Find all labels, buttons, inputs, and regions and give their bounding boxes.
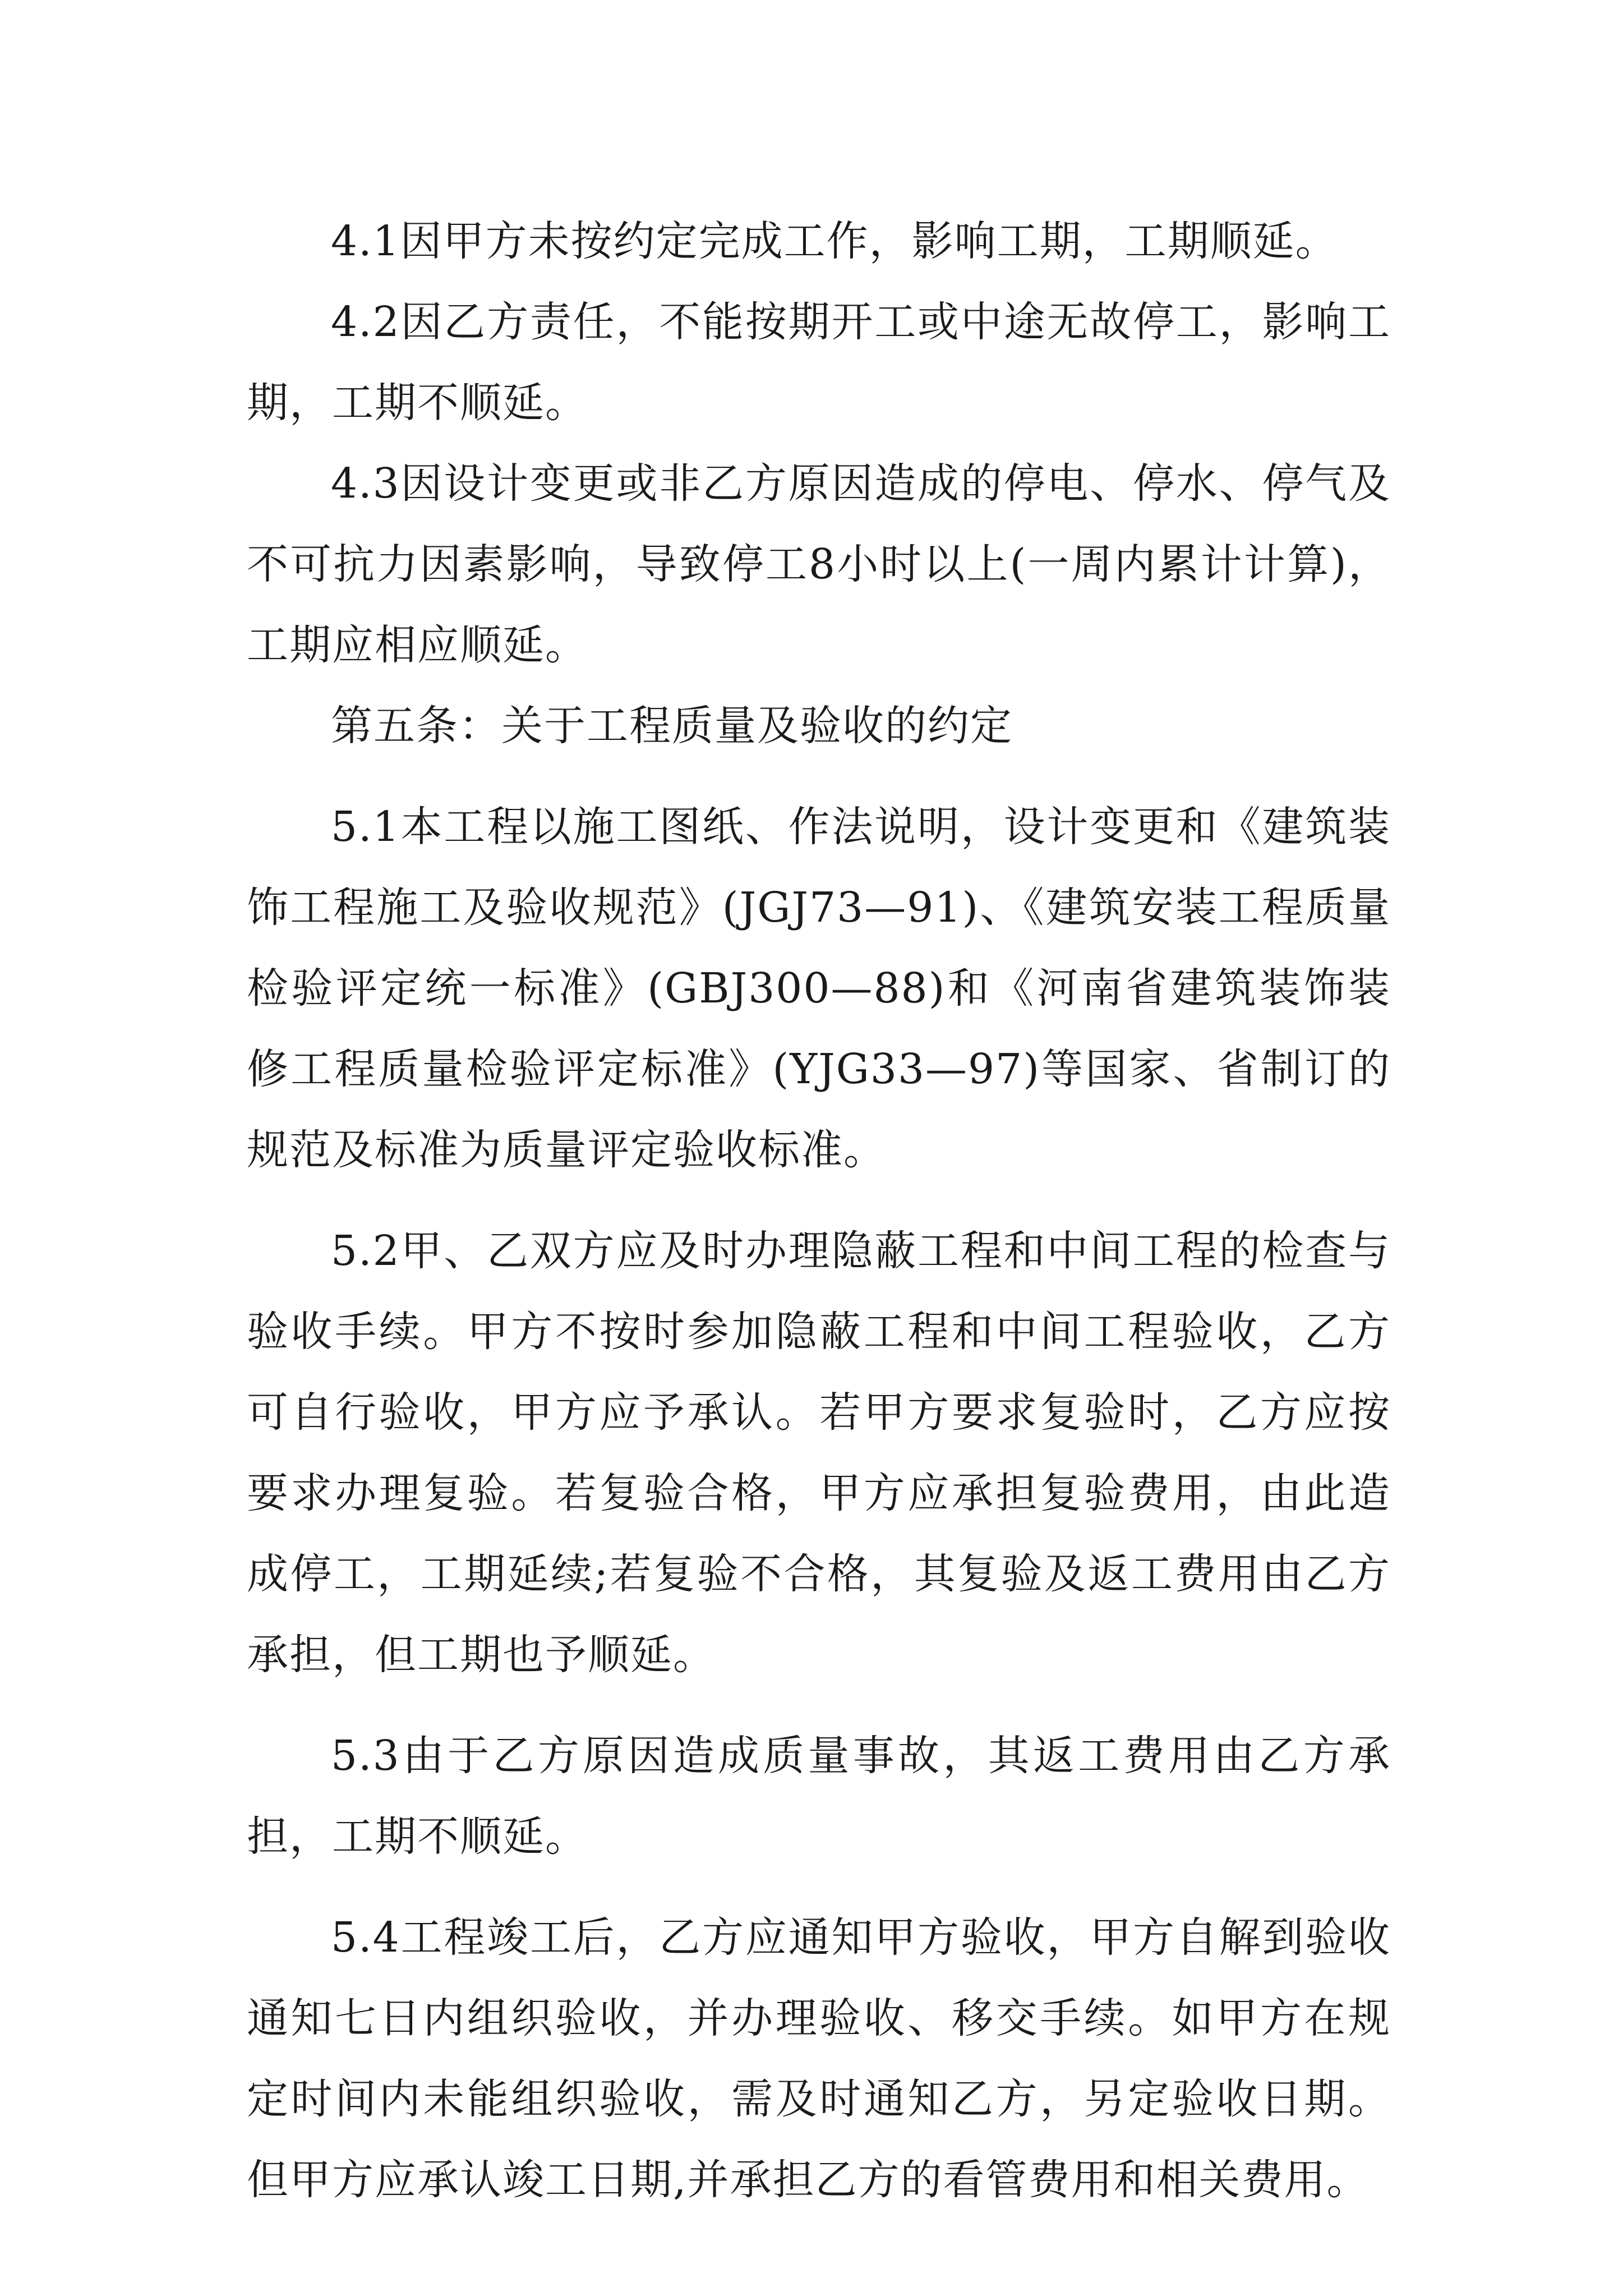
clause-4-3: 4.3因设计变更或非乙方原因造成的停电、停水、停气及不可抗力因素影响，导致停工8小时以上(一周内累计计算)，工期应相应顺延。 — [247, 459, 1391, 669]
clause-5-1: 5.1本工程以施工图纸、作法说明，设计变更和《建筑装饰工程施工及验收规范》(JGJ73—91)、《建筑安装工程质量检验评定统一标准》(GBJ300—88)和《河南省建筑装饰装修工程质量检验评定标准》(YJG33—97)等国家、省制订的规范及标准为质量评定验收标准。 — [247, 803, 1391, 1174]
clause-4-1: 4.1因甲方未按约定完成工作，影响工期，工期顺延。 — [331, 217, 1338, 265]
clause-4-2: 4.2因乙方责任，不能按期开工或中途无故停工，影响工期，工期不顺延。 — [247, 298, 1391, 427]
clause-5-4: 5.4工程竣工后，乙方应通知甲方验收，甲方自解到验收通知七日内组织验收，并办理验收、移交手续。如甲方在规定时间内未能组织验收，需及时通知乙方，另定验收日期。但甲方应承认竣工日期,并承担乙方的看管费用和相关费用。 — [247, 1913, 1391, 2204]
article-5-heading: 第五条：关于工程质量及验收的约定 — [331, 702, 1013, 750]
clause-5-2: 5.2甲、乙双方应及时办理隐蔽工程和中间工程的检查与验收手续。甲方不按时参加隐蔽工程和中间工程验收，乙方可自行验收，甲方应予承认。若甲方要求复验时，乙方应按要求办理复验。若复验合格，甲方应承担复验费用，由此造成停工，工期延续;若复验不合格，其复验及返工费用由乙方承担，但工期也予顺延。 — [247, 1227, 1391, 1679]
document-body — [247, 201, 1391, 2220]
clause-5-3: 5.3由于乙方原因造成质量事故，其返工费用由乙方承担，工期不顺延。 — [247, 1732, 1391, 1861]
